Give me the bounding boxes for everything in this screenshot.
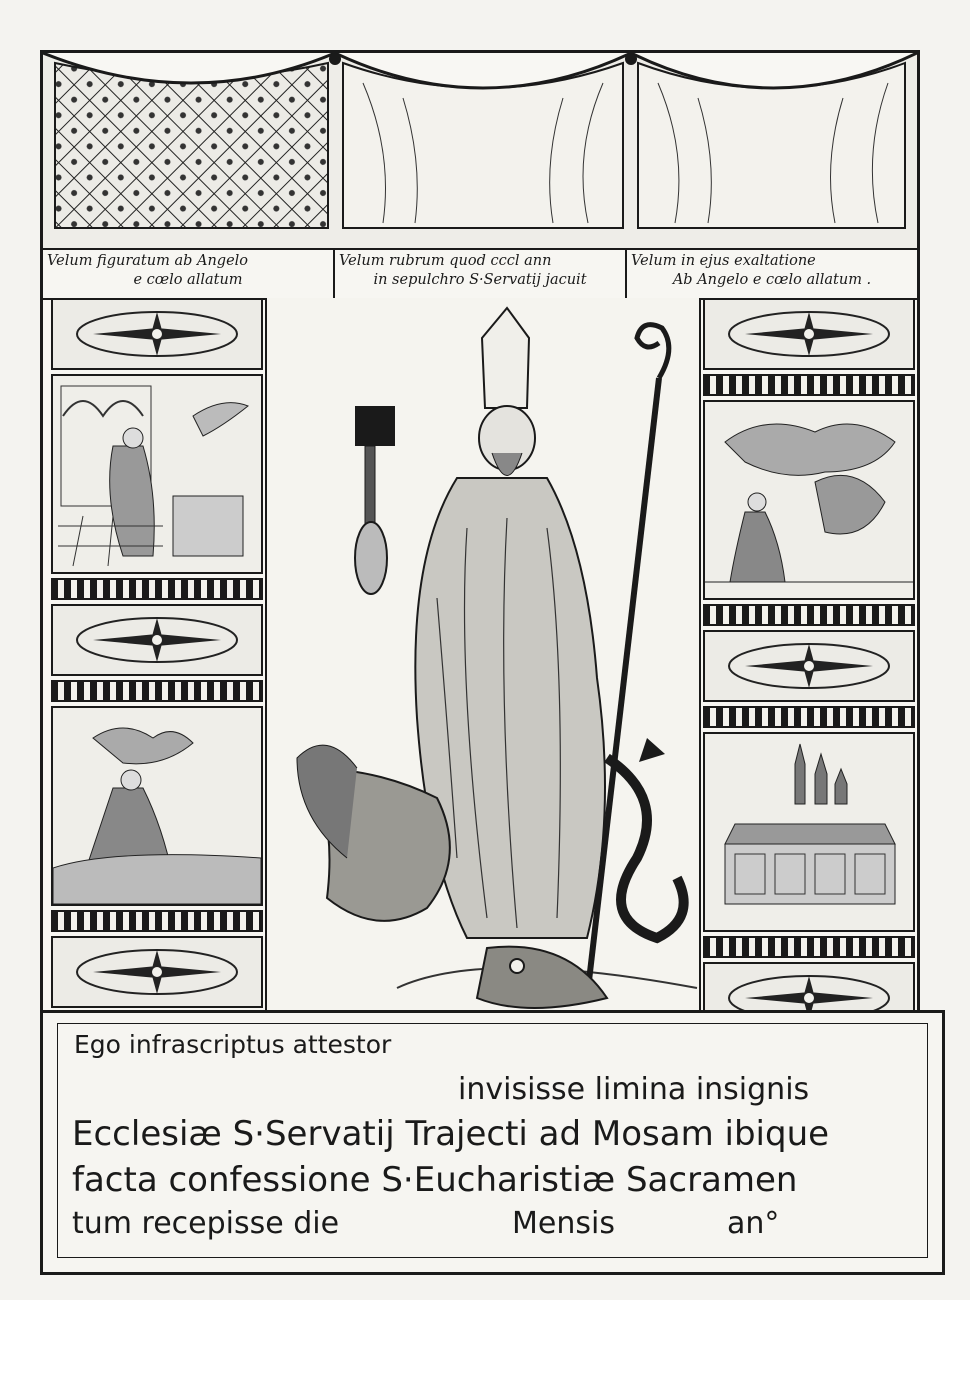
church-icon (705, 734, 913, 930)
bead-border (51, 680, 263, 702)
rosette-panel (51, 604, 263, 676)
rosette-panel (703, 630, 915, 702)
rosette-panel (703, 298, 915, 370)
certificate-line-2: invisisse limina insignis (458, 1072, 810, 1107)
bead-border (703, 706, 915, 728)
right-border-column (703, 298, 915, 1026)
certificate-box (40, 1010, 945, 1275)
caption-red-veil (335, 250, 627, 298)
caption-exaltation-veil (627, 250, 917, 298)
caption-line: Velum rubrum quod cccl ann (339, 253, 552, 269)
scene-panel-angel-altar (51, 374, 263, 574)
rosette-icon (53, 606, 261, 674)
caption-row (43, 248, 917, 300)
bead-border (703, 374, 915, 396)
certificate-inner-frame (57, 1023, 928, 1258)
rosette-panel (51, 936, 263, 1008)
drapery-row (43, 53, 917, 248)
certificate-line-5-start: tum recepisse die (72, 1206, 340, 1241)
rosette-icon (705, 300, 913, 368)
engraving-frame (40, 50, 920, 1025)
rosette-icon (705, 632, 913, 700)
bead-border (51, 910, 263, 932)
caption-line: Ab Angelo e cœlo allatum . (672, 272, 872, 288)
bead-border (51, 578, 263, 600)
key-icon (355, 406, 395, 446)
caption-line: in sepulchro S·Servatij jacuit (373, 272, 587, 288)
mitre-icon (482, 308, 529, 408)
drapery-illustration (43, 53, 917, 248)
caption-line: Velum in ejus exaltatione (631, 253, 816, 269)
certificate-line-5 (72, 1206, 780, 1241)
scene-illustration (53, 708, 261, 904)
scene-panel-clouds (703, 400, 915, 600)
certificate-line-1: Ego infrascriptus attestor (74, 1030, 392, 1059)
certificate-month-label: Mensis (512, 1206, 615, 1241)
scene-illustration (705, 402, 913, 598)
scene-panel-church (703, 732, 915, 932)
certificate-year-label: an° (727, 1206, 780, 1241)
caption-line: Velum figuratum ab Angelo (47, 253, 249, 269)
caption-line: e cœlo allatum (133, 272, 243, 288)
rosette-icon (53, 938, 261, 1006)
bead-border (703, 936, 915, 958)
certificate-line-3: Ecclesiæ S·Servatij Trajecti ad Mosam ibique (72, 1114, 830, 1154)
caption-figured-veil (43, 250, 335, 298)
rosette-panel (51, 298, 263, 370)
scene-panel-vision (51, 706, 263, 906)
left-border-column (51, 298, 263, 1026)
saint-servatius-figure (267, 298, 699, 1022)
bead-border (703, 604, 915, 626)
central-panel (265, 298, 701, 1026)
rosette-icon (53, 300, 261, 368)
certificate-line-4: facta confessione S·Eucharistiæ Sacramen (72, 1160, 798, 1200)
scene-illustration (53, 376, 261, 572)
